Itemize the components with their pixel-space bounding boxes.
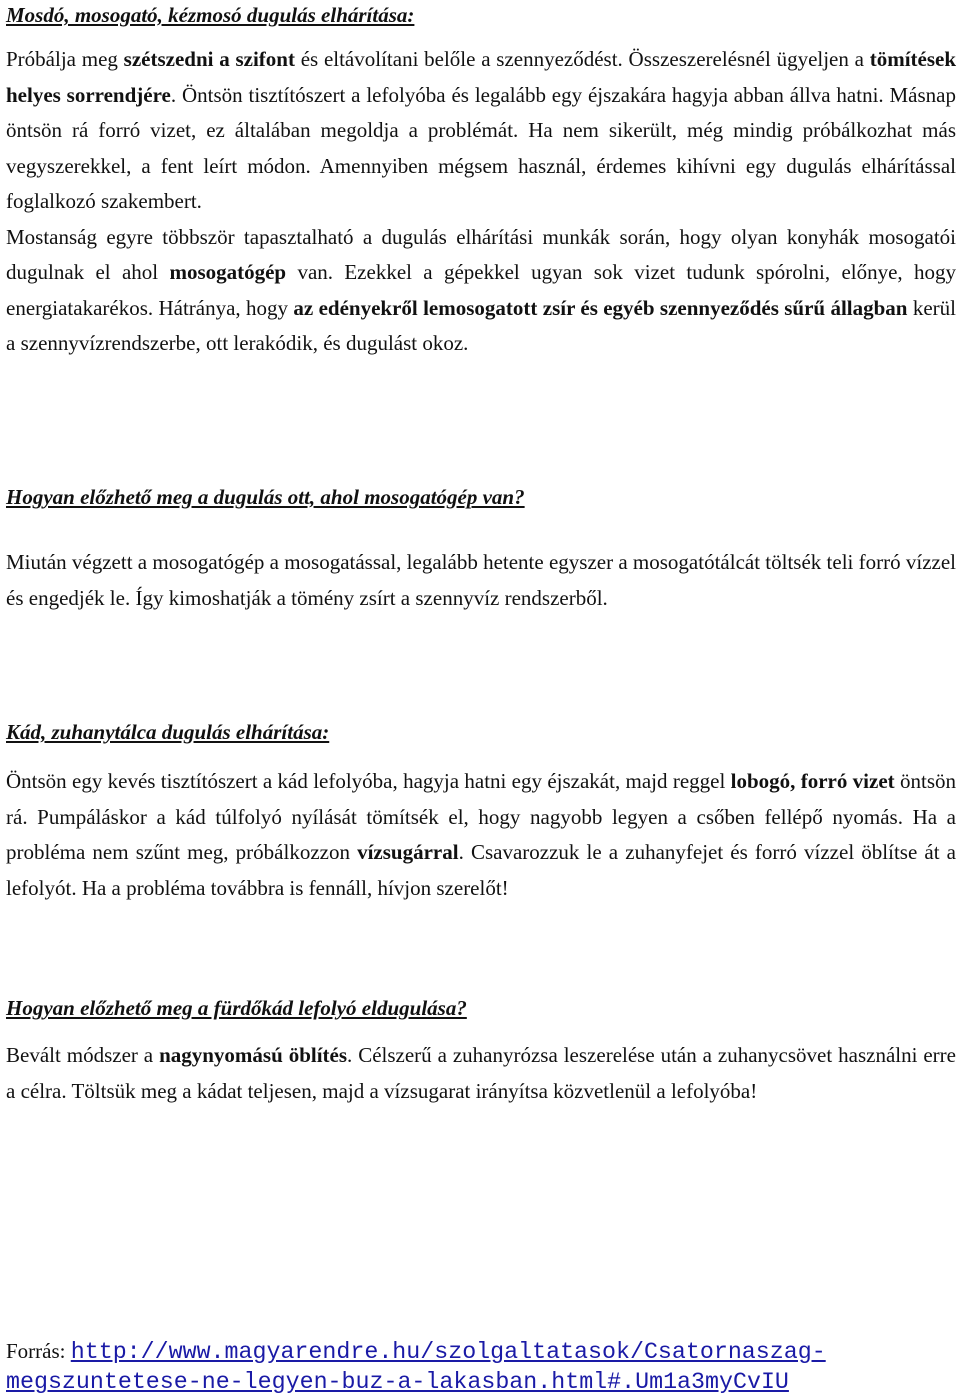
text-run: Próbálja meg xyxy=(6,47,124,71)
bold-text: az edényekről lemosogatott zsír és egyéb szennyeződés sűrű állagban xyxy=(293,295,908,320)
section-sink xyxy=(6,2,956,28)
section-heading: Mosdó, mosogató, kézmosó dugulás elhárítása: xyxy=(6,3,415,27)
section-dishwasher-body xyxy=(6,545,956,616)
section-sink-body xyxy=(6,42,956,362)
bold-text: tömítések helyes sorrendjére xyxy=(6,47,957,107)
paragraph xyxy=(6,1038,956,1109)
text-run: Miután végzett a mosogatógép a mosogatással, legalább hetente egyszer a mosogatótálcát töltsék teli forró vízzel és engedjék le. Így kimoshatják a tömény zsírt a szennyvíz rendszerből. xyxy=(6,550,956,610)
text-run: . Öntsön tisztítószert a lefolyóba és legalább egy éjszakára hagyja abban állva hatni. Másnap öntsön rá forró vizet, ez általában megoldja a problémát. Ha nem sikerült, még mindig próbálkozhat más vegyszerekkel, a fent leírt módon. Amennyiben mégsem használ, érdemes kihívni egy dugulás elhárítással foglalkozó szakembert. xyxy=(6,82,956,213)
section-bathtub-prevention-body xyxy=(6,1038,956,1109)
text-run: . Csavarozzuk le a zuhanyfejet és forró vízzel öblítse át a lefolyót. Ha a probléma továbbra is fennáll, hívjon szerelőt! xyxy=(6,840,956,900)
section-heading: Hogyan előzhető meg a dugulás ott, ahol mosogatógép van? xyxy=(6,485,525,509)
text-run: . Célszerű a zuhanyrózsa leszerelése után a zuhanycsövet használni erre a célra. Töltsük meg a kádat teljesen, majd a vízsugarat irányítsa közvetlenül a lefolyóba! xyxy=(6,1043,956,1103)
paragraph xyxy=(6,764,956,906)
bold-text: lobogó, forró vizet xyxy=(730,769,895,793)
section-dishwasher-prevention xyxy=(6,484,956,510)
source-label: Forrás: xyxy=(6,1339,71,1363)
bold-text: mosogatógép xyxy=(169,260,287,284)
text-run: Öntsön egy kevés tisztítószert a kád lefolyóba, hagyja hatni egy éjszakát, majd reggel xyxy=(6,769,731,793)
section-bathtub xyxy=(6,719,956,745)
bold-text: szétszedni a szifont xyxy=(123,47,295,71)
section-heading: Hogyan előzhető meg a fürdőkád lefolyó eldugulása? xyxy=(6,996,467,1020)
bold-text: nagynyomású öblítés xyxy=(159,1043,348,1067)
section-heading: Kád, zuhanytálca dugulás elhárítása: xyxy=(6,720,330,744)
bold-text: vízsugárral xyxy=(357,840,459,864)
text-run: öntsön rá. Pumpáláskor a kád túlfolyó nyílását tömítsék el, hogy nagyobb legyen a csőben fellépő nyomás. Ha a probléma nem szűnt meg, próbálkozzon xyxy=(6,769,956,864)
text-run: Bevált módszer a xyxy=(6,1043,160,1067)
paragraph xyxy=(6,545,956,616)
source-line xyxy=(6,1337,956,1397)
section-bathtub-body xyxy=(6,764,956,906)
paragraph xyxy=(6,42,956,220)
text-run: van. Ezekkel a gépekkel ugyan sok vizet tudunk spórolni, előnye, hogy energiatakarékos. Hátránya, hogy xyxy=(6,260,956,320)
paragraph xyxy=(6,220,956,362)
source-link[interactable]: http://www.magyarendre.hu/szolgaltatasok/Csatornaszag-megszuntetese-ne-legyen-buz-a-lakasban.html#.Um1a3myCvIU xyxy=(6,1339,826,1395)
section-bathtub-prevention xyxy=(6,995,956,1021)
text-run: kerül a szennyvízrendszerbe, ott lerakódik, és dugulást okoz. xyxy=(6,295,956,355)
text-run: és eltávolítani belőle a szennyeződést. Összeszerelésnél ügyeljen a xyxy=(294,47,870,71)
text-run: Mostanság egyre többször tapasztalható a dugulás elhárítási munkák során, hogy olyan konyhák mosogatói dugulnak el ahol xyxy=(6,224,956,284)
